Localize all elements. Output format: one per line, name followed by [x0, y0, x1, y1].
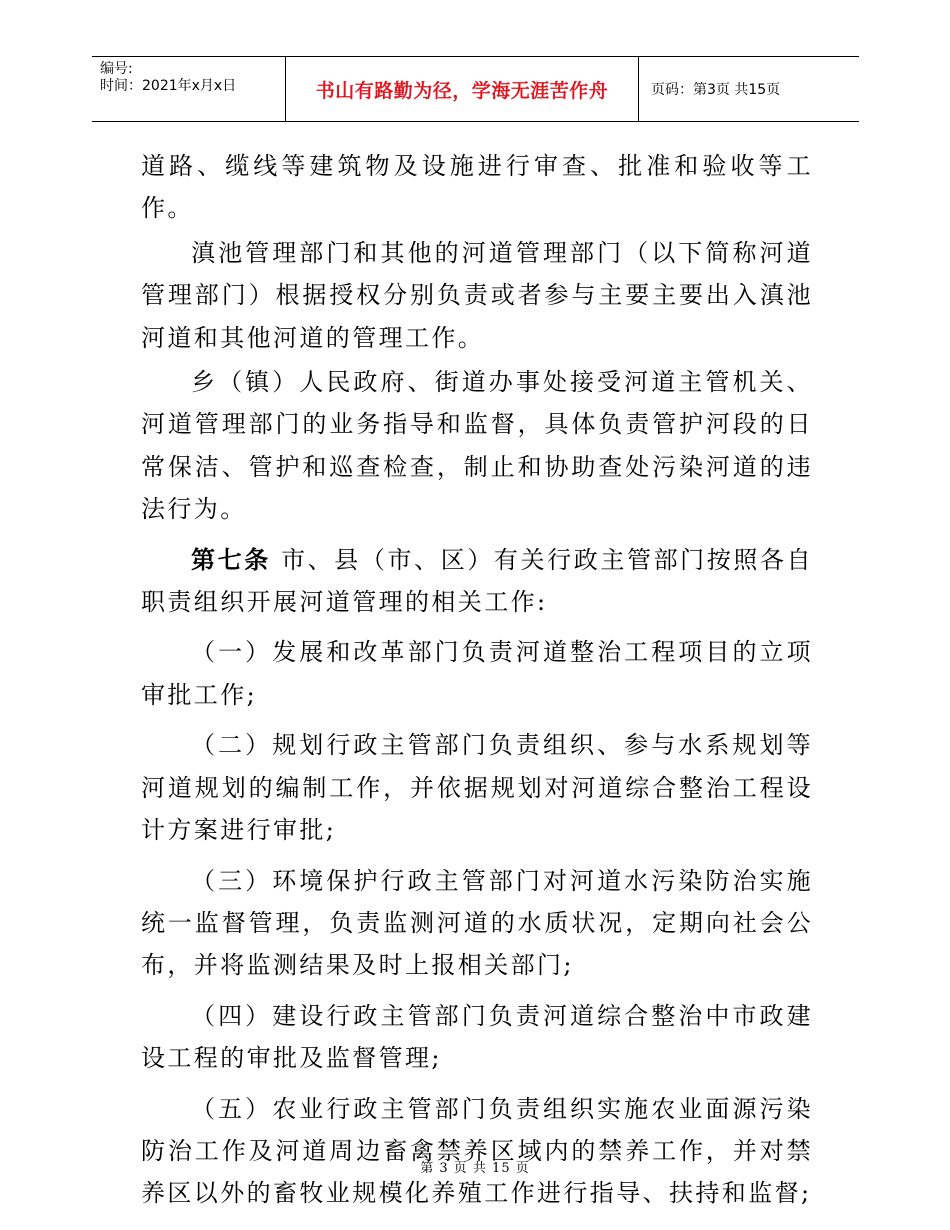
- article-paragraph: [141, 539, 813, 624]
- paragraph: 道路、缆线等建筑物及设施进行审查、批准和验收等工作。: [141, 152, 813, 223]
- list-item: （二）规划行政主管部门负责组织、参与水系规划等河道规划的编制工作，并依据规划对河道综合整治工程设计方案进行审批;: [141, 731, 813, 845]
- list-item: （四）建设行政主管部门负责河道综合整治中市政建设工程的审批及监督管理;: [141, 1001, 813, 1073]
- article-label: 第七条: [191, 544, 271, 574]
- list-item: （一）发展和改革部门负责河道整治工程项目的立项审批工作;: [141, 638, 813, 709]
- header-meta: [92, 57, 285, 121]
- header-page-cell: [639, 57, 859, 121]
- paragraph: 滇池管理部门和其他的河道管理部门（以下简称河道管理部门）根据授权分别负责或者参与主要主要出入滇池河道和其他河道的管理工作。: [141, 238, 813, 352]
- list-item: （三）环境保护行政主管部门对河道水污染防治实施统一监督管理，负责监测河道的水质状况，定期向社会公布，并将监测结果及时上报相关部门;: [141, 866, 813, 980]
- page-footer: 第 3 页 共 15 页: [420, 1161, 530, 1176]
- document-body: [141, 145, 813, 1215]
- header-motto-cell: [285, 57, 639, 121]
- page-header: [92, 56, 859, 122]
- article-text: 市、县（市、区）有关行政主管部门按照各自职责组织开展河道管理的相关工作:: [141, 545, 813, 617]
- header-motto: 书山有路勤为径，学海无涯苦作舟: [315, 79, 609, 102]
- list-item: （五）农业行政主管部门负责组织实施农业面源污染防治工作及河道周边畜禽禁养区域内的禁养工作，并对禁养区以外的畜牧业规模化养殖工作进行指导、扶持和监督;: [141, 1094, 813, 1208]
- document-time-label: 时间：2021年x月x日: [100, 78, 237, 94]
- header-page-info: 页码：第3页 共15页: [651, 82, 781, 98]
- document-number-label: 编号:: [100, 61, 133, 77]
- paragraph: 乡（镇）人民政府、街道办事处接受河道主管机关、河道管理部门的业务指导和监督，具体负责管护河段的日常保洁、管护和巡查检查，制止和协助查处污染河道的违法行为。: [141, 368, 813, 524]
